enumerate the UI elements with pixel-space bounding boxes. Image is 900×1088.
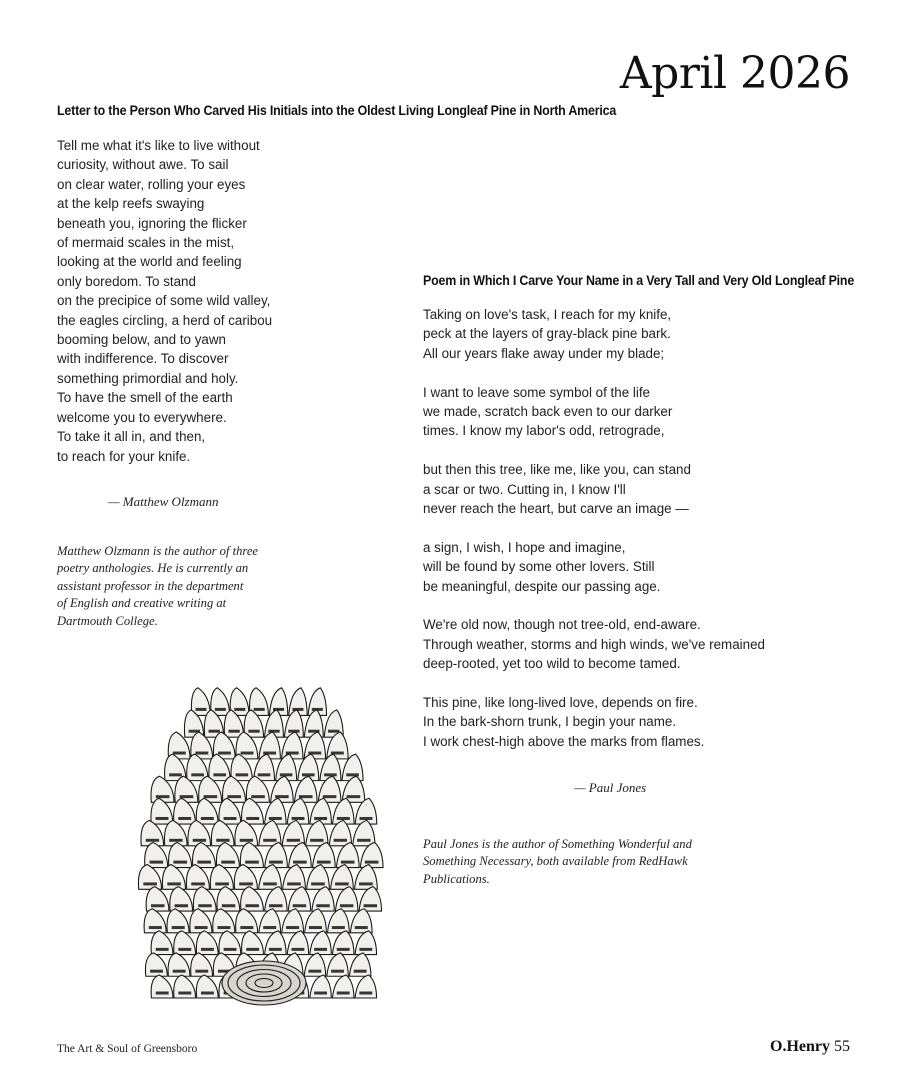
poem-line: peck at the layers of gray-black pine bark. [423, 326, 671, 342]
pinecone-scale [335, 887, 357, 911]
magazine-name: O.Henry [770, 1038, 830, 1055]
stanza [423, 615, 765, 673]
pinecone-scale [332, 931, 353, 955]
pinecone-scale [259, 909, 281, 933]
poem-line: be meaningful, despite our passing age. [423, 578, 661, 594]
poem1-author-bio [57, 543, 258, 630]
poem-line: Tell me what it's like to live without [57, 138, 260, 153]
footer-tagline: The Art & Soul of Greensboro [57, 1043, 198, 1055]
pinecone-scale [349, 953, 370, 976]
pinecone-scale [305, 909, 327, 933]
pinecone-scale [265, 931, 286, 955]
pinecone-scale [162, 865, 185, 890]
poem-line: of mermaid scales in the mist, [57, 235, 235, 251]
poem-line: times. I know my labor's odd, retrograde, [423, 423, 665, 439]
poem-line: only boredom. To stand [57, 273, 196, 289]
poem-line: I work chest-high above the marks from flames. [423, 733, 705, 749]
pinecone-scale [312, 887, 334, 911]
pinecone-scale [332, 975, 353, 998]
stanza [423, 460, 765, 518]
pinecone-scale [196, 975, 218, 998]
poem-line: Taking on love's task, I reach for my knife, [423, 307, 672, 322]
pinecone-scale [327, 953, 348, 976]
bio-line: Something Necessary, both available from RedHawk [423, 854, 688, 869]
poem-line: something primordial and holy. [57, 370, 239, 386]
poem-line: at the kelp reefs swaying [57, 196, 205, 212]
poem1-byline: — Matthew Olzmann [108, 494, 219, 509]
bio-line: Matthew Olzmann is the author of three [57, 544, 259, 558]
bio-line: assistant professor in the department [57, 578, 244, 593]
poem-line: curiosity, without awe. To sail [57, 157, 229, 173]
pinecone-illustration [136, 683, 384, 1013]
stanza [423, 383, 765, 441]
pinecone-scale [241, 887, 264, 911]
poem-line: we made, scratch back even to our darker [423, 404, 673, 420]
poem-line: In the bark-shorn trunk, I begin your name. [423, 714, 677, 730]
stanza [423, 693, 765, 751]
pinecone-scale [168, 953, 190, 976]
pinecone-scale [144, 909, 166, 933]
bio-line: Publications. [423, 871, 490, 886]
bio-line: Dartmouth College. [57, 613, 158, 628]
pinecone-scale [138, 865, 161, 890]
pinecone-scale [350, 909, 372, 933]
pinecone-scale [310, 931, 331, 955]
poem-line: will be found by some other lovers. Still [423, 559, 655, 575]
poem-line: To have the smell of the earth [57, 390, 233, 406]
poem-line: We're old now, though not tree-old, end-aware. [423, 617, 701, 633]
pinecone-scale [236, 909, 258, 933]
pinecone-scale [331, 865, 354, 890]
poem-line: with indifference. To discover [57, 351, 229, 367]
pinecone-scale [217, 887, 240, 911]
poem-line: looking at the world and feeling [57, 254, 242, 270]
poem-line: Through weather, storms and high winds, we've remained [423, 636, 765, 652]
pinecone-scale [234, 865, 257, 890]
pinecone-scale [193, 887, 216, 911]
pinecone-scale [174, 975, 196, 998]
pinecone-scale [151, 975, 173, 998]
poem-line: deep-rooted, yet too wild to become tamed. [423, 656, 681, 672]
poem-line: welcome you to everywhere. [57, 409, 227, 425]
footer-folio [770, 1038, 850, 1056]
pinecone-scale [242, 931, 264, 955]
pinecone-scale [259, 865, 282, 890]
pinecone-scale [145, 953, 167, 976]
pinecone-scale [146, 887, 169, 911]
poem2-body [423, 305, 765, 751]
pinecone-scale [287, 931, 308, 955]
poem-line: All our years flake away under my blade; [423, 345, 665, 361]
poem-line: I want to leave some symbol of the life [423, 384, 651, 400]
pinecone-scale [304, 953, 325, 976]
poem1-title: Letter to the Person Who Carved His Initials into the Oldest Living Longleaf Pine in North America [57, 103, 617, 118]
pinecone-scale [196, 931, 218, 955]
poem-line: a sign, I wish, I hope and imagine, [423, 539, 626, 555]
pinecone-scale [219, 931, 241, 955]
poem2-title: Poem in Which I Carve Your Name in a Very Tall and Very Old Longleaf Pine [423, 273, 855, 288]
poem-line: on the precipice of some wild valley, [57, 293, 271, 309]
page-number: 55 [834, 1038, 850, 1055]
poem-line: To take it all in, and then, [57, 429, 206, 445]
poem-line: never reach the heart, but carve an image — [423, 501, 689, 517]
stanza [423, 305, 765, 363]
poem2-byline: — Paul Jones [574, 780, 647, 795]
pinecone-scale [310, 975, 331, 998]
poem-line: beneath you, ignoring the flicker [57, 215, 247, 231]
pinecone-scale [265, 887, 287, 911]
bio-line: of English and creative writing at [57, 596, 227, 611]
poem1-body [57, 136, 272, 466]
pinecone-scale [355, 975, 376, 998]
pinecone-scale [327, 909, 349, 933]
poem-line: the eagles circling, a herd of caribou [57, 312, 273, 328]
bio-line: poetry anthologies. He is currently an [57, 561, 249, 576]
pinecone-scale [167, 909, 189, 933]
pinecone-scale [283, 865, 306, 890]
pinecone-base [222, 961, 306, 1005]
pinecone-scale [151, 931, 173, 955]
pinecone-scale [282, 909, 304, 933]
stanza [423, 538, 765, 596]
pinecone-scale [190, 909, 212, 933]
pinecone-scale [191, 688, 210, 716]
pinecone-scale [354, 865, 377, 890]
pinecone-scale [359, 887, 381, 911]
poem-line: booming below, and to yawn [57, 332, 226, 348]
poem-line: to reach for your knife. [57, 448, 191, 464]
pinecone-scale [145, 842, 168, 867]
bio-line: Paul Jones is the author of Something Wonderful and [423, 837, 692, 851]
poem2-author-bio [423, 836, 692, 888]
poem-line: This pine, like long-lived love, depends on fire. [423, 695, 698, 711]
pinecone-scale [186, 865, 209, 890]
poem-line: a scar or two. Cutting in, I know I'll [423, 481, 626, 497]
issue-month: April 2026 [619, 48, 850, 99]
poem-line: on clear water, rolling your eyes [57, 176, 246, 192]
pinecone-scale [288, 887, 310, 911]
pinecone-scale [210, 865, 233, 890]
pinecone-scale [355, 931, 376, 955]
poem-line: but then this tree, like me, like you, can stand [423, 462, 691, 478]
pinecone-scale [170, 887, 193, 911]
pinecone-scale [191, 953, 213, 976]
pinecone-scale [174, 931, 196, 955]
pinecone-scale [307, 865, 330, 890]
pinecone-scale [213, 909, 235, 933]
